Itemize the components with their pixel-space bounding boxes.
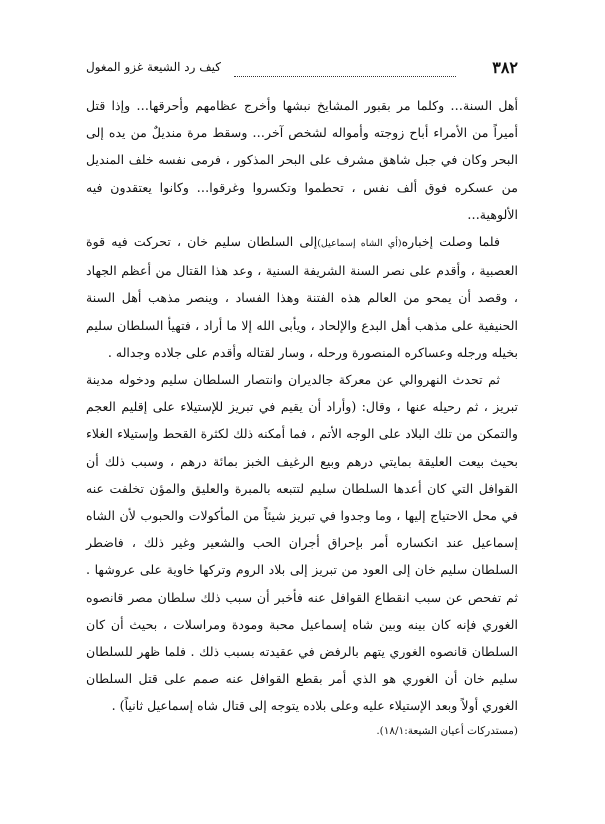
paragraph-text: إلى السلطان سليم خان ، تحركت فيه قوة العصبية ، وأقدم على نصر السنة الشريفة السنية ، وعد هذا القتال من أعظم الجهاد ، وقصد أن يمحو من العالم هذه الفتنة وهذا الفساد ، وينصر مذهب أهل السنة الحنيفية على مذهب أهل البدع والإلحاد ، ويأبى الله إلا ما أراد ، فتهيأ السلطان سليم بخيله ورجله وعساكره المنصورة ورحله ، وسار لقتاله وأقدم على جلاده وجداله . [86, 234, 518, 360]
page-header [86, 58, 518, 82]
page-number: ٣٨٢ [492, 58, 518, 77]
header-dotted-rule [234, 76, 456, 77]
body-text [86, 92, 518, 742]
paragraph: أهل السنة… وكلما مر بقبور المشايخ نبشها وأخرج عظامهم وأحرقها… وإذا قتل أميراً من الأمراء أباح زوجته وأمواله لشخص آخر… وسقط مرة منديلٌ من يده إلى البحر وكان في جبل شاهق مشرف على البحر المذكور ، فرمى نفسه خلف المنديل من عسكره فوق ألف نفس ، تحطموا وتكسروا وغرقوا… وكانوا يعتقدون فيه الألوهية… [86, 98, 518, 222]
inline-note: (أي الشاه إسماعيل) [317, 238, 402, 250]
paragraph [86, 228, 518, 366]
running-title: كيف رد الشيعة غزو المغول [86, 60, 222, 74]
paragraph: ثم تحدث النهروالي عن معركة جالديران وانتصار السلطان سليم ودخوله مدينة تبريز ، ثم رحيله عنها ، وقال: (وأراد أن يقيم في تبريز للإستيلاء على إقليم العجم والتمكن من تلك البلاد على الوجه الأتم ، فما أمكنه ذلك لكثرة القحط وإستيلاء الغلاء بحيث بيعت العليقة بمايتي درهم وبيع الرغيف الخبز بمائة درهم ، وسبب ذلك أن القوافل التي كان أعدها السلطان سليم لتتبعه بالمبرة والعليق والمؤن تخلفت عنه في محل الاحتياج إليها ، وما وجدوا في تبريز شيئاً من المأكولات والحبوب لأن الشاه إسماعيل عند انكساره أمر بإحراق أجران الحب والشعير وغير ذلك ، فاضطر السلطان سليم خان إلى العود من تبريز إلى بلاد الروم وتركها خاوية على عروشها . ثم تفحص عن سبب انقطاع القوافل عنه فأخبر أن سبب ذلك سلطان مصر قانصوه الغوري فإنه كان بينه وبين شاه إسماعيل محبة ومودة ومراسلات ، بحيث أن كان السلطان قانصوه الغوري يتهم بالرفض في عقيدته بسبب ذلك . فلما ظهر للسلطان سليم خان أن الغوري هو الذي أمر بقطع القوافل عنه صمم على قتل السلطان الغوري أولاً وبعد الإستيلاء عليه وعلى بلاده يتوجه إلى قتال شاه إسماعيل ثانياً) . [86, 372, 518, 714]
citation: (مستدركات أعيان الشيعة:١٨/١). [376, 724, 518, 737]
paragraph-text: فلما وصلت إخباره [401, 234, 500, 250]
